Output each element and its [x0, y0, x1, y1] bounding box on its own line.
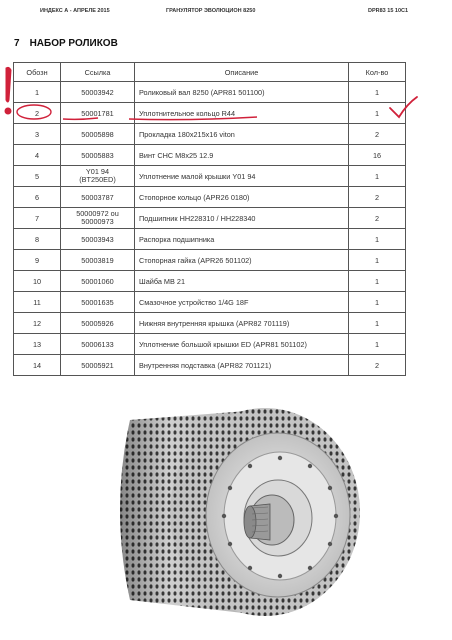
cell-pos: 14	[14, 355, 61, 376]
cell-ref	[61, 82, 135, 103]
cell-ref	[61, 250, 135, 271]
cell-desc: Прокладка 180x215x16 viton	[135, 124, 349, 145]
ref-line: 50005926	[81, 318, 114, 328]
cell-qty: 1	[349, 166, 406, 187]
header-index: ИНДЕКС А - АПРЕЛЕ 2015	[40, 8, 110, 14]
cell-qty: 2	[349, 208, 406, 229]
table-row	[14, 292, 406, 313]
table-row	[14, 124, 406, 145]
exclamation-mark	[5, 67, 11, 114]
ref-line: 50006133	[81, 339, 114, 349]
cell-pos: 12	[14, 313, 61, 334]
cell-desc: Нижняя внутренняя крышка (APR82 701119)	[135, 313, 349, 334]
table-row	[14, 229, 406, 250]
page-header	[0, 8, 452, 22]
table-row	[14, 103, 406, 124]
cell-pos: 8	[14, 229, 61, 250]
cell-ref	[61, 355, 135, 376]
cell-ref	[61, 187, 135, 208]
cell-desc: Уплотнение большой крышки ED (APR81 501102)	[135, 334, 349, 355]
cell-desc: Уплотнение малой крышки Y01 94	[135, 166, 349, 187]
cell-desc: Стопорная гайка (APR26 501102)	[135, 250, 349, 271]
cell-pos: 2	[14, 103, 61, 124]
col-header-qty: Кол-во	[349, 63, 406, 82]
cell-qty: 1	[349, 82, 406, 103]
cell-ref	[61, 313, 135, 334]
ref-line: 50003943	[81, 234, 114, 244]
table-row	[14, 334, 406, 355]
cell-pos: 1	[14, 82, 61, 103]
cell-pos: 7	[14, 208, 61, 229]
cell-desc: Винт CHC M8x25 12.9	[135, 145, 349, 166]
ref-line: 50001060	[81, 276, 114, 286]
cell-pos: 6	[14, 187, 61, 208]
ref-line-2: (BT250ED)	[79, 175, 116, 184]
ref-line: 50005921	[81, 360, 114, 370]
cell-ref	[61, 292, 135, 313]
table-row	[14, 208, 406, 229]
header-code: DPR83 15 10C1	[368, 8, 409, 14]
cell-pos: 11	[14, 292, 61, 313]
cell-desc: Подшипник HH228310 / HH228340	[135, 208, 349, 229]
cell-qty: 1	[349, 292, 406, 313]
cell-ref	[61, 208, 135, 229]
table-row	[14, 355, 406, 376]
cell-desc: Стопорное кольцо (APR26 0180)	[135, 187, 349, 208]
section-heading: НАБОР РОЛИКОВ	[29, 38, 118, 49]
cell-qty: 16	[349, 145, 406, 166]
cell-qty: 1	[349, 229, 406, 250]
section-number: 7	[14, 38, 20, 49]
table-header-row	[14, 63, 406, 82]
table-row	[14, 313, 406, 334]
parts-table	[13, 62, 406, 376]
cell-qty: 1	[349, 313, 406, 334]
ref-line: 50000972 ou	[76, 209, 119, 219]
cell-qty: 1	[349, 250, 406, 271]
ref-line: 50005883	[81, 150, 114, 160]
ref-line: 50003787	[81, 192, 114, 202]
table-row	[14, 187, 406, 208]
cell-ref	[61, 229, 135, 250]
cell-pos: 13	[14, 334, 61, 355]
cell-ref	[61, 271, 135, 292]
table-row	[14, 271, 406, 292]
cell-pos: 5	[14, 166, 61, 187]
col-header-pos: Обозн	[14, 63, 61, 82]
cell-qty: 1	[349, 103, 406, 124]
roller-illustration	[100, 380, 380, 635]
section-title	[14, 38, 118, 49]
cell-ref	[61, 334, 135, 355]
cell-qty: 1	[349, 271, 406, 292]
ref-line: 50003819	[81, 255, 114, 265]
cell-desc: Уплотнительное кольцо R44	[135, 103, 349, 124]
cell-pos: 3	[14, 124, 61, 145]
table-row	[14, 82, 406, 103]
cell-pos: 10	[14, 271, 61, 292]
cell-ref	[61, 124, 135, 145]
cell-pos: 9	[14, 250, 61, 271]
ref-line-2: 50000973	[81, 217, 114, 226]
cell-qty: 2	[349, 355, 406, 376]
table-row	[14, 145, 406, 166]
ref-line: 50005898	[81, 129, 114, 139]
cell-desc: Внутренняя подставка (APR82 701121)	[135, 355, 349, 376]
cell-pos: 4	[14, 145, 61, 166]
cell-desc: Смазочное устройство 1/4G 18F	[135, 292, 349, 313]
ref-line: 50003942	[81, 87, 114, 97]
cell-ref	[61, 145, 135, 166]
col-header-ref: Ссылка	[61, 63, 135, 82]
cell-desc: Шайба MB 21	[135, 271, 349, 292]
cell-qty: 1	[349, 334, 406, 355]
col-header-desc: Описание	[135, 63, 349, 82]
cell-desc: Распорка подшипника	[135, 229, 349, 250]
cell-desc: Роликовый вал 8250 (APR81 501100)	[135, 82, 349, 103]
cell-qty: 2	[349, 187, 406, 208]
table-row	[14, 250, 406, 271]
ref-line: 50001635	[81, 297, 114, 307]
cell-qty: 2	[349, 124, 406, 145]
ref-line: Y01 94	[85, 167, 110, 177]
table-row	[14, 166, 406, 187]
ref-line: 50001781	[81, 108, 114, 118]
header-product: ГРАНУЛЯТОР ЭВОЛЮЦИОН 8250	[166, 8, 256, 14]
cell-ref	[61, 103, 135, 124]
cell-ref	[61, 166, 135, 187]
